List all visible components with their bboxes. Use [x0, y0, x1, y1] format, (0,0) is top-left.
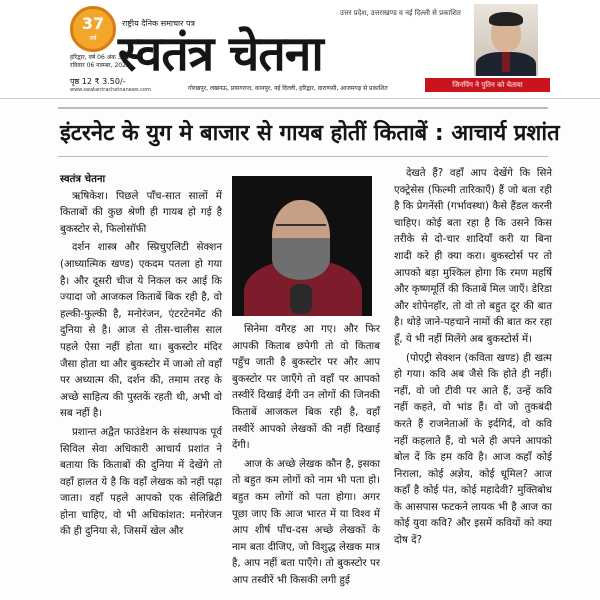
article-column-3	[394, 166, 552, 552]
byline: स्वतंत्र चेतना	[60, 174, 106, 185]
article-headline: इंटरनेट के युग मे बाजार से गायब होतीं किताबें : आचार्य प्रशांत	[60, 121, 560, 146]
paragraph: ऋषिकेश। पिछले पाँच-सात सालों में किताबों की कुछ श्रेणी ही गायब हो गई है बुकस्टोर से, फिलोसॉफी	[60, 190, 222, 235]
article-column-2	[232, 322, 380, 592]
divider	[58, 156, 548, 157]
leader-photo	[474, 4, 538, 76]
editions-line: उत्तर प्रदेश, उत्तराखण्ड व नई दिल्ली से प्रकाशित	[340, 9, 461, 17]
paragraph: दर्शन शास्त्र और स्प्रिचुएलिटी सेक्शन (आध्यात्मिक खण्ड) एकदम पतला हो गया है। और दूसरी चीज ये निकल कर आई कि ज्यादा जो आजकल किताबें बिक रही है, वो हल्की-फुल्की है, मनोरंजन, एंटरटेनमेंट की दुनिया से है। आज से तीस-चालीस साल पहले ऐसा नहीं होता था। बुकस्टोर मंदिर जैसा होता था और बुकस्टोर में जाओ तो वहाँ पर अध्यात्म की, दर्शन की, तमाम तरह के अच्छे साहित्य की पुस्तकें रहती थी, अभी वो सब नहीं है।	[60, 242, 222, 420]
price: पृष्ठ 12 ₹ 3.50/-	[70, 77, 126, 86]
article-column-1	[60, 172, 222, 543]
paragraph: देखते हैं? वहाँ आप देखेंगे कि सिने एक्ट्रेसेस (फिल्मी तारिकाएँ) हैं जो बता रही है कि प्रेगनेंसी (गर्भावस्था) कैसे हैंडल करनी चाहिए। कोई बता रहा है कि उसने किस तरीके से दो-चार शादियाँ करी या बिना शादी करे ही क्या करा। बुकस्टोर्स पर तो आपको बड़ा मुश्किल होगा कि रमण महर्षि और कृष्णमूर्ति की किताबें मिल जाएँ। डेरिडा और शोपेनहॉर, तो वो तो बहुत दूर की बात है। थोड़े जाने-पहचाने नामों की बात कर रहा हूँ, ये भी नहीं मिलेंगे अब बुकस्टोर्स में।	[394, 168, 552, 345]
author-portrait	[232, 176, 372, 316]
tagline: राष्ट्रीय दैनिक समाचार पत्र	[122, 19, 195, 28]
paragraph: आज के अच्छे लेखक कौन है, इसका तो बहुत कम लोगों को नाम भी पता हो। बहुत कम लोगों को पता होगा। अगर पूछा जाए कि आज भारत में या विश्व में आप शीर्ष पाँच-दस अच्छे लेखकों के नाम बता दीजिए, जो विशुद्ध लेखक मात्र है, आप नहीं बता पाएँगे। तो बुकस्टोर पर आप तस्वीरें भी किसकी लगी हुई	[232, 458, 380, 586]
microphone-icon	[290, 284, 312, 314]
issue-meta-line1: हरिद्वार, वर्ष 06 अंक 301	[70, 54, 130, 61]
issue-meta	[70, 54, 130, 70]
paragraph: (पोएट्री सेक्शन (कविता खण्ड) ही खत्म हो गया। कवि अब जैसे कि होते ही नहीं। नहीं, वो जो टीवी पर आते हैं, उन्हें कवि नहीं कहते, वो भांड हैं। वो जो तुकबंदी करते हैं राजनेताओं के इर्दगिर्द, वो कवि नहीं कहलाते हैं, वो भले ही अपने आपको बोल दें कि हम कवि है। आज कहाँ कोई निराला, कोई अज्ञेय, कोई धूमिल? आज कहाँ है कोई पंत, कोई महादेवी? मुक्तिबोध के आसपास फटकने लायक भी है आज का कोई युवा कवि? और इसमें कवियों को क्या दोष दें?	[394, 352, 552, 547]
badge-number: 37	[81, 14, 105, 33]
website: www.swatantrachetnanews.com	[70, 87, 151, 93]
badge-text: वर्ष	[89, 35, 97, 42]
top-news-band: जिनपिंग ने पुतिन को चेताया	[425, 78, 550, 92]
divider	[58, 107, 548, 109]
paragraph: प्रशान्त अद्वैत फाउंडेशन के संस्थापक पूर्व सिविल सेवा अधिकारी आचार्य प्रशांत ने बताया कि किताबों की दुनिया में देखेंगे तो वहाँ हालत ये है कि वहाँ लेखक को नहीं पढ़ा जाता। वहाँ पहले आपको एक सेलिब्रिटी होना चाहिए, वो भी अधिकांशत: मनोरंजन की ही दुनिया से, जिसमें खेल और	[60, 426, 222, 538]
masthead	[0, 0, 600, 99]
paragraph: सिनेमा वगैरह आ गए। और फिर आपकी किताब छपेगी तो वो किताब पहुँच जाती है बुकस्टोर पर और आप बुकस्टोर पर जाएँगे तो वहाँ पर आपको तस्वीरें दिखाई देंगी उन लोगों की जिनकी किताबें आजकल बिक रही है, वहाँ तस्वीरें आपको लेखकों की नहीं दिखाई देंगी।	[232, 324, 380, 452]
anniversary-badge	[70, 6, 116, 52]
issue-meta-line2: रविवार 06 नवम्बर, 2022	[70, 62, 130, 69]
cities-line: गोरखपुर, लखनऊ, प्रयागराज, कानपुर, नई दिल्ली, हरिद्वार, वाराणसी, आजमगढ़ से प्रकाशित	[188, 85, 388, 92]
newspaper-title: स्वतंत्र चेतना	[118, 26, 323, 82]
